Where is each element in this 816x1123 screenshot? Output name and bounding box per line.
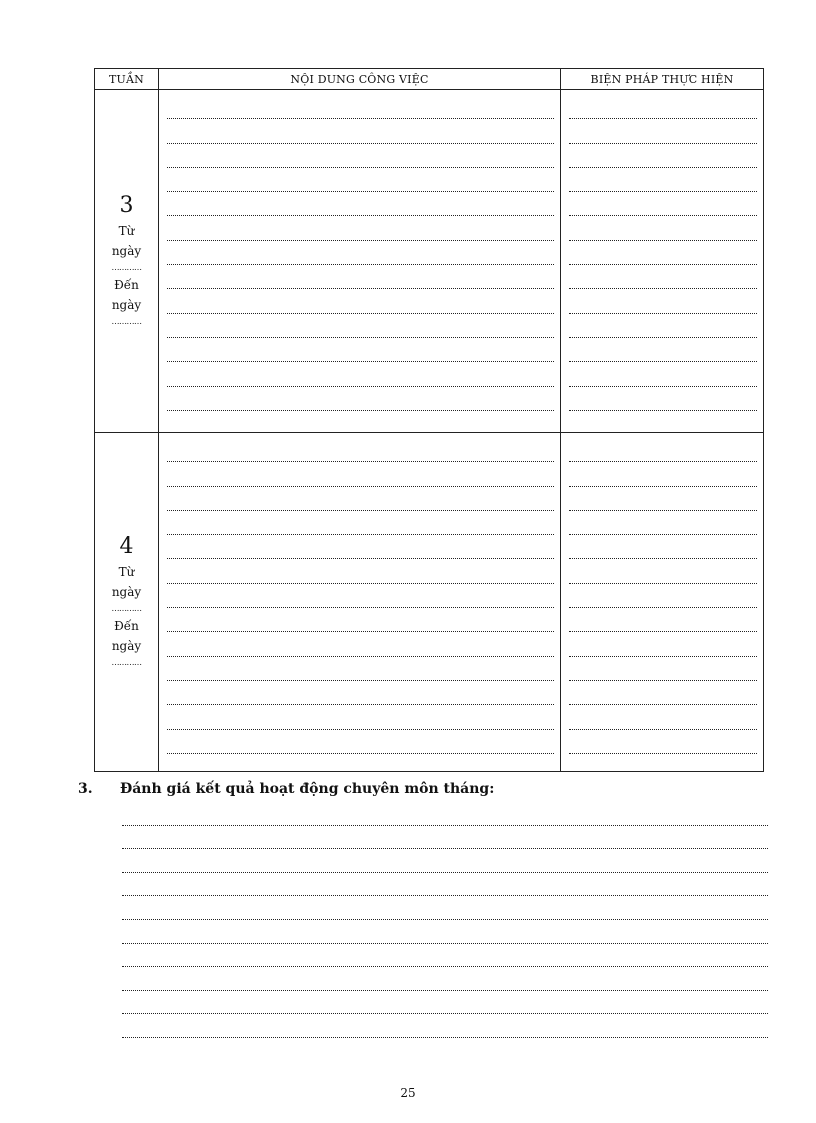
header-work-content: NỘI DUNG CÔNG VIỆC [159,69,561,89]
blank-line[interactable] [167,119,554,143]
blank-line[interactable] [122,920,768,944]
table-header-row [95,69,763,90]
blank-line[interactable] [569,438,757,462]
evaluation-lines[interactable] [122,802,768,1038]
blank-line[interactable] [569,754,757,771]
blank-line[interactable] [569,584,757,608]
blank-line[interactable] [569,192,757,216]
week-number: 4 [119,534,134,559]
week-3-label [95,90,159,432]
blank-line[interactable] [167,559,554,583]
blank-line[interactable] [122,991,768,1015]
blank-line[interactable] [569,95,757,119]
week-number: 3 [119,193,134,218]
blank-line[interactable] [167,462,554,486]
blank-line[interactable] [569,168,757,192]
section-3-heading [78,779,768,799]
blank-line[interactable] [569,559,757,583]
blank-line[interactable] [122,896,768,920]
blank-line[interactable] [569,362,757,386]
blank-line[interactable] [167,535,554,559]
blank-line[interactable] [167,387,554,411]
page-number: 25 [400,1086,416,1100]
blank-line[interactable] [167,681,554,705]
blank-line[interactable] [569,314,757,338]
blank-line[interactable] [167,632,554,656]
blank-line[interactable] [569,608,757,632]
blank-line[interactable] [569,657,757,681]
blank-line[interactable] [167,241,554,265]
from-label: Từ [118,224,135,238]
section-3-evaluation [78,779,768,1038]
week-3-content-lines[interactable] [159,90,561,432]
week-4-row [95,432,763,771]
day-label: ngày [111,244,142,258]
blank-line[interactable] [569,241,757,265]
blank-line[interactable] [569,511,757,535]
header-week: TUẦN [95,69,159,89]
header-implementation-measures: BIỆN PHÁP THỰC HIỆN [590,72,734,86]
from-date-blank[interactable]: ………… [111,604,142,613]
blank-line[interactable] [167,216,554,240]
blank-line[interactable] [569,119,757,143]
to-date-blank[interactable]: ………… [111,658,142,667]
blank-line[interactable] [569,144,757,168]
blank-line[interactable] [569,632,757,656]
blank-line[interactable] [569,462,757,486]
blank-line[interactable] [122,849,768,873]
blank-line[interactable] [569,289,757,313]
to-label: Đến [114,278,139,292]
blank-line[interactable] [569,265,757,289]
blank-line[interactable] [569,411,757,432]
blank-line[interactable] [122,802,768,826]
week-4-measures-lines[interactable] [561,433,763,771]
day-label: ngày [111,585,142,599]
work-plan-table [94,68,764,772]
blank-line[interactable] [167,192,554,216]
blank-line[interactable] [569,387,757,411]
to-date-blank[interactable]: ………… [111,317,142,326]
from-date-blank[interactable]: ………… [111,263,142,272]
blank-line[interactable] [569,487,757,511]
blank-line[interactable] [167,705,554,729]
blank-line[interactable] [167,657,554,681]
week-4-content-lines[interactable] [159,433,561,771]
blank-line[interactable] [167,168,554,192]
blank-line[interactable] [167,144,554,168]
blank-line[interactable] [167,730,554,754]
blank-line[interactable] [122,967,768,991]
from-label: Từ [118,565,135,579]
day-label: ngày [111,639,142,653]
week-3-measures-lines[interactable] [561,90,763,432]
blank-line[interactable] [167,438,554,462]
week-3-row [95,90,763,432]
day-label: ngày [111,298,142,312]
section-number: 3. [78,781,93,797]
blank-line[interactable] [167,511,554,535]
blank-line[interactable] [122,873,768,897]
blank-line[interactable] [569,338,757,362]
blank-line[interactable] [167,95,554,119]
blank-line[interactable] [167,411,554,432]
section-title: Đánh giá kết quả hoạt động chuyên môn tháng: [120,781,495,797]
blank-line[interactable] [167,338,554,362]
blank-line[interactable] [167,314,554,338]
blank-line[interactable] [167,754,554,771]
blank-line[interactable] [167,265,554,289]
blank-line[interactable] [122,826,768,850]
blank-line[interactable] [569,705,757,729]
blank-line[interactable] [167,289,554,313]
blank-line[interactable] [122,944,768,968]
blank-line[interactable] [167,608,554,632]
week-4-label [95,433,159,771]
blank-line[interactable] [167,487,554,511]
blank-line[interactable] [569,730,757,754]
to-label: Đến [114,619,139,633]
blank-line[interactable] [569,216,757,240]
blank-line[interactable] [167,584,554,608]
blank-line[interactable] [122,1014,768,1038]
blank-line[interactable] [167,362,554,386]
blank-line[interactable] [569,535,757,559]
blank-line[interactable] [569,681,757,705]
